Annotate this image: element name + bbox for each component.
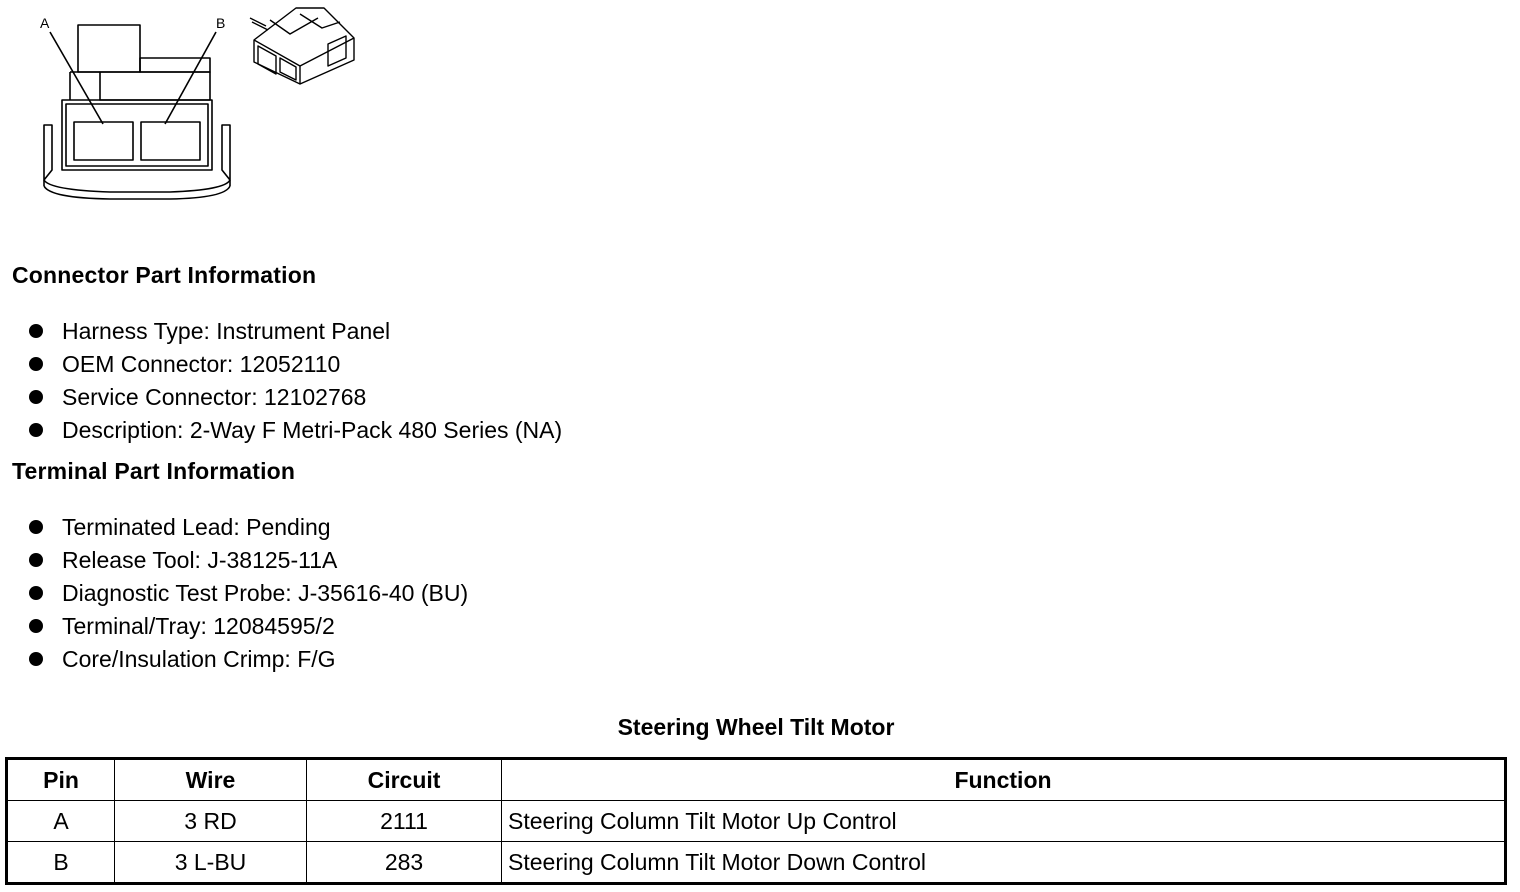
connector-latch (78, 25, 140, 72)
pin-table (5, 757, 1507, 885)
bullet-icon (29, 324, 43, 338)
table-header-row (7, 759, 1506, 801)
connector-isometric-view (250, 8, 354, 84)
header-circuit: Circuit (307, 759, 502, 801)
connector-diagram (0, 0, 380, 220)
cell-circuit: 2111 (307, 801, 502, 842)
bullet-icon (29, 390, 43, 404)
header-wire: Wire (115, 759, 307, 801)
cell-function: Steering Column Tilt Motor Down Control (502, 842, 1506, 884)
list-item: Diagnostic Test Probe: J-35616-40 (BU) (0, 577, 468, 610)
list-item: Terminal/Tray: 12084595/2 (0, 610, 468, 643)
header-pin: Pin (7, 759, 115, 801)
cavity-b (141, 122, 200, 160)
list-item: OEM Connector: 12052110 (0, 348, 562, 381)
table-row (7, 842, 1506, 884)
cavity-a (74, 122, 133, 160)
cell-pin: B (7, 842, 115, 884)
terminal-part-info-heading: Terminal Part Information (12, 458, 296, 484)
bullet-icon (29, 520, 43, 534)
cell-pin: A (7, 801, 115, 842)
bullet-icon (29, 619, 43, 633)
connector-part-info-list (0, 315, 562, 447)
bullet-icon (29, 586, 43, 600)
list-item: Core/Insulation Crimp: F/G (0, 643, 468, 676)
cell-wire: 3 L-BU (115, 842, 307, 884)
bullet-icon (29, 423, 43, 437)
connector-part-info-heading: Connector Part Information (12, 262, 317, 288)
list-item: Harness Type: Instrument Panel (0, 315, 562, 348)
terminal-part-info-list (0, 511, 468, 676)
bullet-icon (29, 357, 43, 371)
list-item: Terminated Lead: Pending (0, 511, 468, 544)
bullet-icon (29, 553, 43, 567)
list-item: Release Tool: J-38125-11A (0, 544, 468, 577)
bullet-icon (29, 652, 43, 666)
pin-label-a: A (40, 15, 50, 31)
cell-wire: 3 RD (115, 801, 307, 842)
cell-circuit: 283 (307, 842, 502, 884)
header-function: Function (502, 759, 1506, 801)
list-item: Description: 2-Way F Metri-Pack 480 Series (NA) (0, 414, 562, 447)
list-item: Service Connector: 12102768 (0, 381, 562, 414)
cell-function: Steering Column Tilt Motor Up Control (502, 801, 1506, 842)
pin-label-b: B (216, 15, 226, 31)
table-row (7, 801, 1506, 842)
pin-table-title: Steering Wheel Tilt Motor (617, 714, 895, 740)
